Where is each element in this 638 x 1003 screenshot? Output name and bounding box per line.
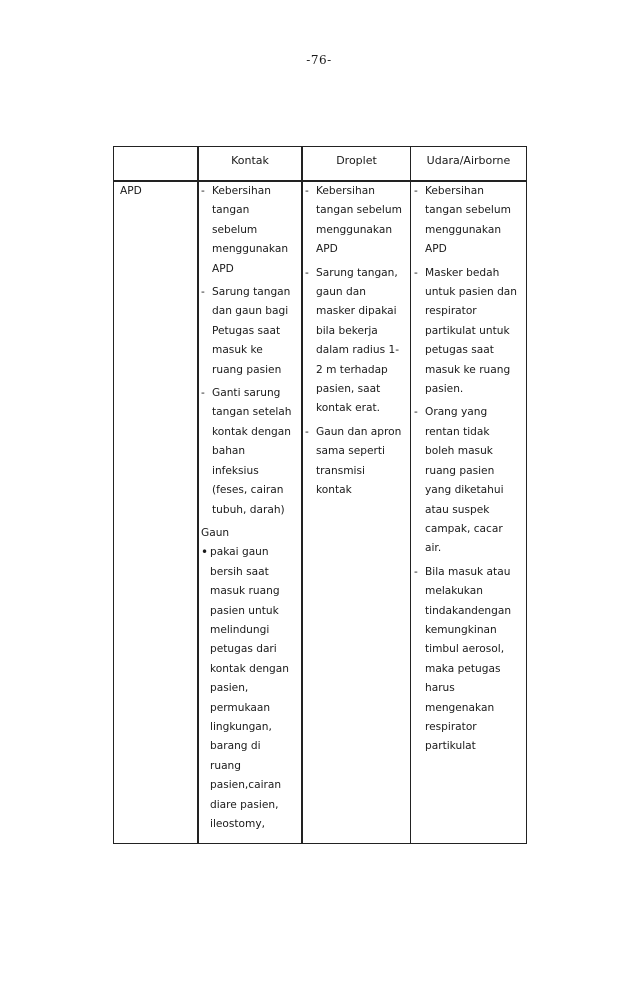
dash-marker: - [414, 185, 418, 197]
list-item [414, 563, 526, 757]
dash-marker: - [305, 425, 309, 438]
list-item-text: Gaun dan apron sama seperti transmisi kontak [316, 425, 402, 497]
list-item-text: Kebersihan tangan sebelum menggunakan APD [212, 185, 289, 275]
list-item-text: Bila masuk atau melakukan tindakandengan kemungkinan timbul aerosol, maka petugas harus mengenakan respirator partikulat [425, 565, 512, 753]
dash-marker: - [414, 565, 418, 578]
cell-droplet [305, 182, 409, 501]
list-item-text: Sarung tangan dan gaun bagi Petugas saat masuk ke ruang pasien [212, 286, 291, 376]
list-item [201, 384, 300, 520]
list-item-text: Ganti sarung tangan setelah kontak dengan bahan infeksius (feses, cairan tubuh, darah) [212, 387, 292, 516]
list-item-text: Kebersihan tangan sebelum menggunakan APD [425, 185, 511, 256]
page-number: -76- [306, 53, 332, 67]
bullet-icon: • [201, 545, 209, 560]
dash-marker: - [201, 286, 205, 299]
bullet-item-text: pakai gaun bersih saat masuk ruang pasien untuk melindungi petugas dari kontak dengan pasien, permukaan lingkungan, barang di ruang pasien,cairan diare pasien, ileostomy, [210, 546, 289, 830]
list-item [201, 283, 300, 380]
dash-marker: - [414, 266, 418, 279]
column-divider [410, 147, 411, 843]
header-kontak: Kontak [231, 154, 269, 167]
row-label: APD [120, 185, 142, 197]
list-item [414, 182, 526, 260]
list-item-text: Kebersihan tangan sebelum menggunakan APD [316, 185, 402, 256]
dash-marker: - [305, 266, 309, 279]
header-droplet: Droplet [336, 154, 377, 167]
cell-airborne [414, 182, 526, 757]
list-item-text: Masker bedah untuk pasien dan respirator partikulat untuk petugas saat masuk ke ruang pasien. [425, 266, 518, 396]
dash-marker: - [414, 406, 418, 419]
gown-subheading: Gaun [201, 526, 230, 539]
dash-marker: - [201, 387, 205, 400]
column-divider [197, 147, 199, 843]
cell-kontak [201, 182, 300, 834]
header-airborne: Udara/Airborne [426, 154, 511, 167]
bullet-item [201, 543, 300, 834]
dash-marker: - [201, 185, 205, 197]
list-item [305, 182, 409, 260]
dash-marker: - [305, 185, 309, 197]
ppe-table [113, 146, 527, 844]
list-item-text: Sarung tangan, gaun dan masker dipakai bila bekerja dalam radius 1- 2 m terhadap pasien, saat kontak erat. [316, 266, 400, 415]
list-item-text: Orang yang rentan tidak boleh masuk ruang pasien yang diketahui atau suspek campak, cacar air. [425, 406, 504, 555]
list-item [414, 403, 526, 558]
list-item [414, 264, 526, 400]
list-item [201, 182, 300, 279]
column-divider [301, 147, 303, 843]
list-item [305, 264, 409, 419]
list-item [305, 423, 409, 501]
